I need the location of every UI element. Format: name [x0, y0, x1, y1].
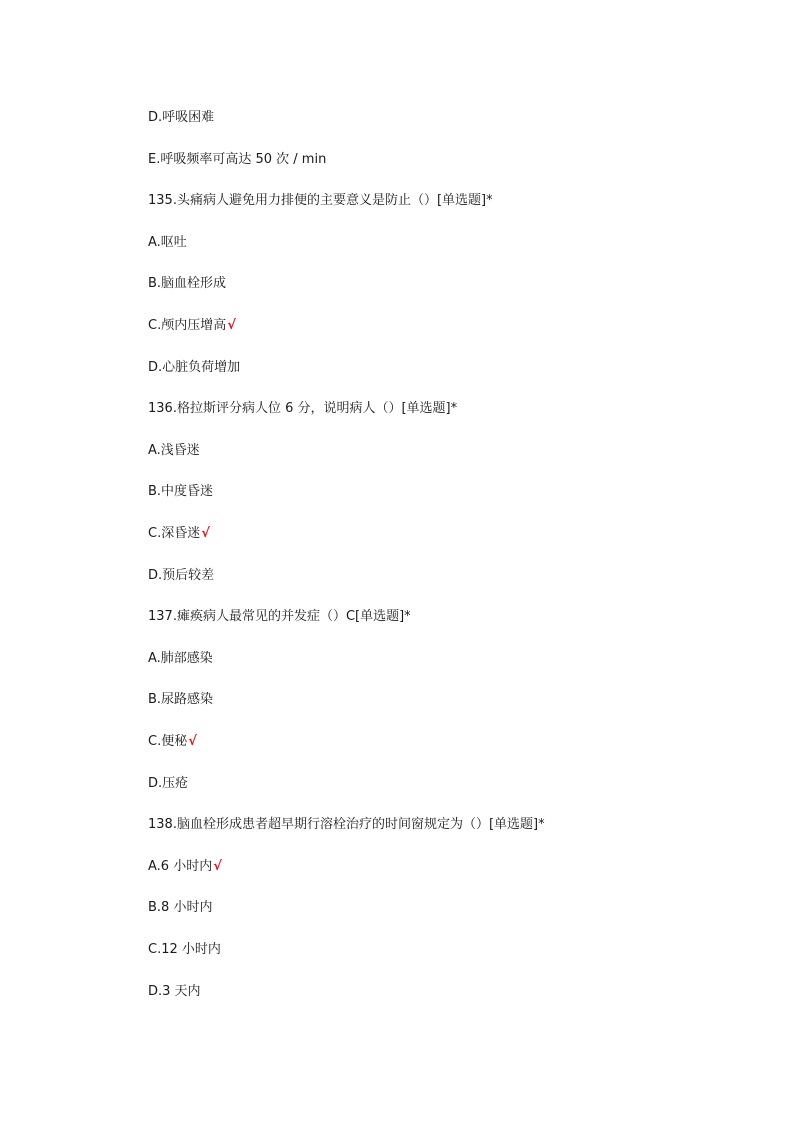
line-text: D.呼吸困难 [148, 110, 215, 125]
option-line [148, 275, 226, 293]
option-line [148, 650, 213, 668]
line-text: D.3 天内 [148, 984, 201, 999]
question-line [148, 400, 457, 418]
question-text: 138.脑血栓形成患者超早期行溶栓治疗的时间窗规定为（）[单选题]* [148, 817, 545, 832]
line-text: B.脑血栓形成 [148, 276, 227, 291]
option-line [148, 941, 221, 959]
line-text: B.8 小时内 [148, 900, 213, 915]
line-text: A.6 小时内 [148, 859, 213, 874]
option-line [148, 234, 187, 252]
line-text: C.便秘 [148, 734, 188, 749]
line-text: D.心脏负荷增加 [148, 360, 241, 375]
option-line [148, 899, 212, 917]
question-text: 135.头痛病人避免用力排便的主要意义是防止（）[单选题]* [148, 193, 493, 208]
line-text: D.压疮 [148, 776, 189, 791]
line-text: A.浅昏迷 [148, 443, 200, 458]
option-line [148, 567, 214, 585]
question-line [148, 192, 493, 210]
line-text: E.呼吸频率可高达 50 次 / min [148, 152, 327, 167]
option-line [148, 733, 197, 751]
option-line [148, 359, 240, 377]
line-text: A.肺部感染 [148, 651, 213, 666]
line-text: D.预后较差 [148, 568, 215, 583]
line-text: B.中度昏迷 [148, 484, 214, 499]
check-mark-icon: √ [201, 526, 210, 541]
option-line [148, 317, 236, 335]
option-line [148, 442, 200, 460]
option-line [148, 775, 188, 793]
question-text: 136.格拉斯评分病人位 6 分，说明病人（）[单选题]* [148, 401, 458, 416]
option-line [148, 109, 214, 127]
question-text: 137.瘫痪病人最常见的并发症（）C[单选题]* [148, 609, 411, 624]
line-text: C.12 小时内 [148, 942, 221, 957]
option-line [148, 151, 326, 169]
check-mark-icon: √ [213, 859, 222, 874]
question-line [148, 608, 411, 626]
option-line [148, 691, 213, 709]
line-text: C.深昏迷 [148, 526, 201, 541]
option-line [148, 525, 210, 543]
check-mark-icon: √ [227, 318, 236, 333]
line-text: C.颅内压增高 [148, 318, 227, 333]
option-line [148, 983, 201, 1001]
question-line [148, 816, 545, 834]
line-text: B.尿路感染 [148, 692, 214, 707]
line-text: A.呕吐 [148, 235, 187, 250]
check-mark-icon: √ [188, 734, 197, 749]
option-line [148, 858, 222, 876]
option-line [148, 483, 213, 501]
